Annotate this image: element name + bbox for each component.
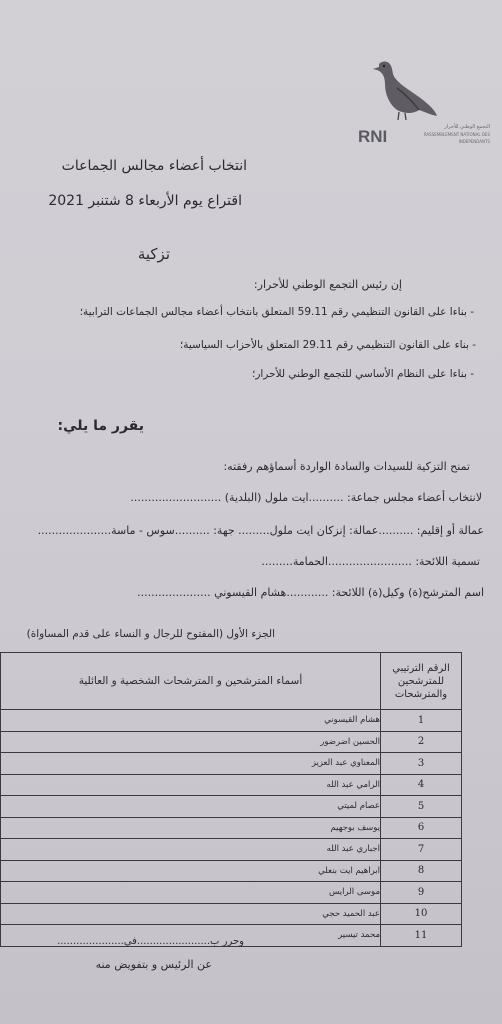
candidates-table [0, 652, 462, 947]
rank-cell: 11 [381, 925, 462, 947]
document-title: انتخاب أعضاء مجالس الجماعات [61, 158, 247, 174]
document-type: تزكية [137, 245, 170, 263]
candidate-name-cell: اجباري عبد الله [1, 839, 381, 861]
rank-cell: 2 [381, 731, 462, 753]
table-header-row [1, 653, 462, 710]
signature-place-date: وحرر ب.......................في..................... [57, 936, 244, 947]
preamble-item: - بناءا على القانون التنظيمي رقم 59.11 المتعلق بانتخاب أعضاء مجالس الجماعات الترابية؛ [79, 306, 474, 318]
signature-by: عن الرئيس و بتفويض منه [95, 958, 212, 971]
rank-cell: 10 [381, 903, 462, 925]
table-row [1, 903, 462, 925]
candidate-name-cell: موسى الرايس [1, 882, 381, 904]
rank-column-header: الرقم الترتيبي للمترشحين والمترشحات [381, 653, 462, 710]
table-row [1, 731, 462, 753]
field-commune: لانتخاب أعضاء مجلس جماعة: ..........ايت ملول (البلدية) .......................... [130, 491, 482, 504]
table-row [1, 882, 462, 904]
rank-cell: 4 [381, 774, 462, 796]
logo-text: RNI [358, 127, 388, 146]
rank-cell: 1 [381, 710, 462, 732]
rank-cell: 5 [381, 796, 462, 818]
rank-cell: 8 [381, 860, 462, 882]
candidate-name-cell: الحسين اضرضور [1, 731, 381, 753]
dove-logo-icon [373, 58, 439, 122]
names-column-header: أسماء المترشحين و المترشحات الشخصية و العائلية [1, 653, 381, 710]
table-row [1, 796, 462, 818]
field-list-name: تسمية اللائحة: ........................الحمامة......... [261, 555, 480, 568]
table-row [1, 710, 462, 732]
field-prefecture-region: عمالة أو إقليم: ..........عمالة: إنزكان ايت ملول......... جهة: ..........سوس - ماسة..................... [37, 524, 484, 537]
grant-text: تمنح التزكية للسيدات والسادة الواردة أسماؤهم رفقته: [223, 460, 470, 473]
field-list-head: اسم المترشح(ة) وكيل(ة) اللائحة: ............هشام القيسوني ..................... [137, 586, 484, 599]
preamble-item: - بناء على القانون التنظيمي رقم 29.11 المتعلق بالأحزاب السياسية؛ [179, 339, 476, 351]
table-row [1, 839, 462, 861]
candidate-name-cell: الرامي عبد الله [1, 774, 381, 796]
candidate-name-cell: محمد تيسير [1, 925, 381, 947]
table-row [1, 860, 462, 882]
logo-subtitle-ar: التجمع الوطني للأحرار [444, 124, 490, 130]
candidate-name-cell: يوسف بوجهيم [1, 817, 381, 839]
candidate-name-cell: عصام لميتي [1, 796, 381, 818]
table-row [1, 817, 462, 839]
candidate-name-cell: هشام القيسوني [1, 710, 381, 732]
candidate-name-cell: ابراهيم ايت بنعلي [1, 860, 381, 882]
rank-cell: 3 [381, 753, 462, 775]
table-section-title: الجزء الأول (المفتوح للرجال و النساء على قدم المساواة) [26, 628, 275, 640]
rank-cell: 7 [381, 839, 462, 861]
rank-cell: 9 [381, 882, 462, 904]
preamble-item: - بناءا على النظام الأساسي للتجمع الوطني للأحرار؛ [251, 368, 474, 380]
table-row [1, 753, 462, 775]
candidate-name-cell: المعناوي عبد العزيز [1, 753, 381, 775]
logo-subtitle-en: RASSEMBLEMENT NATIONAL DES INDEPENDANTS [423, 132, 490, 144]
logo-subtitle [394, 124, 490, 145]
rank-cell: 6 [381, 817, 462, 839]
preamble-intro: إن رئيس التجمع الوطني للأحرار: [253, 278, 402, 291]
candidate-name-cell: عبد الحميد حجي [1, 903, 381, 925]
decision-heading: يقرر ما يلي: [57, 418, 144, 434]
election-date: اقتراع يوم الأربعاء 8 شتنبر 2021 [48, 193, 242, 209]
table-row [1, 774, 462, 796]
